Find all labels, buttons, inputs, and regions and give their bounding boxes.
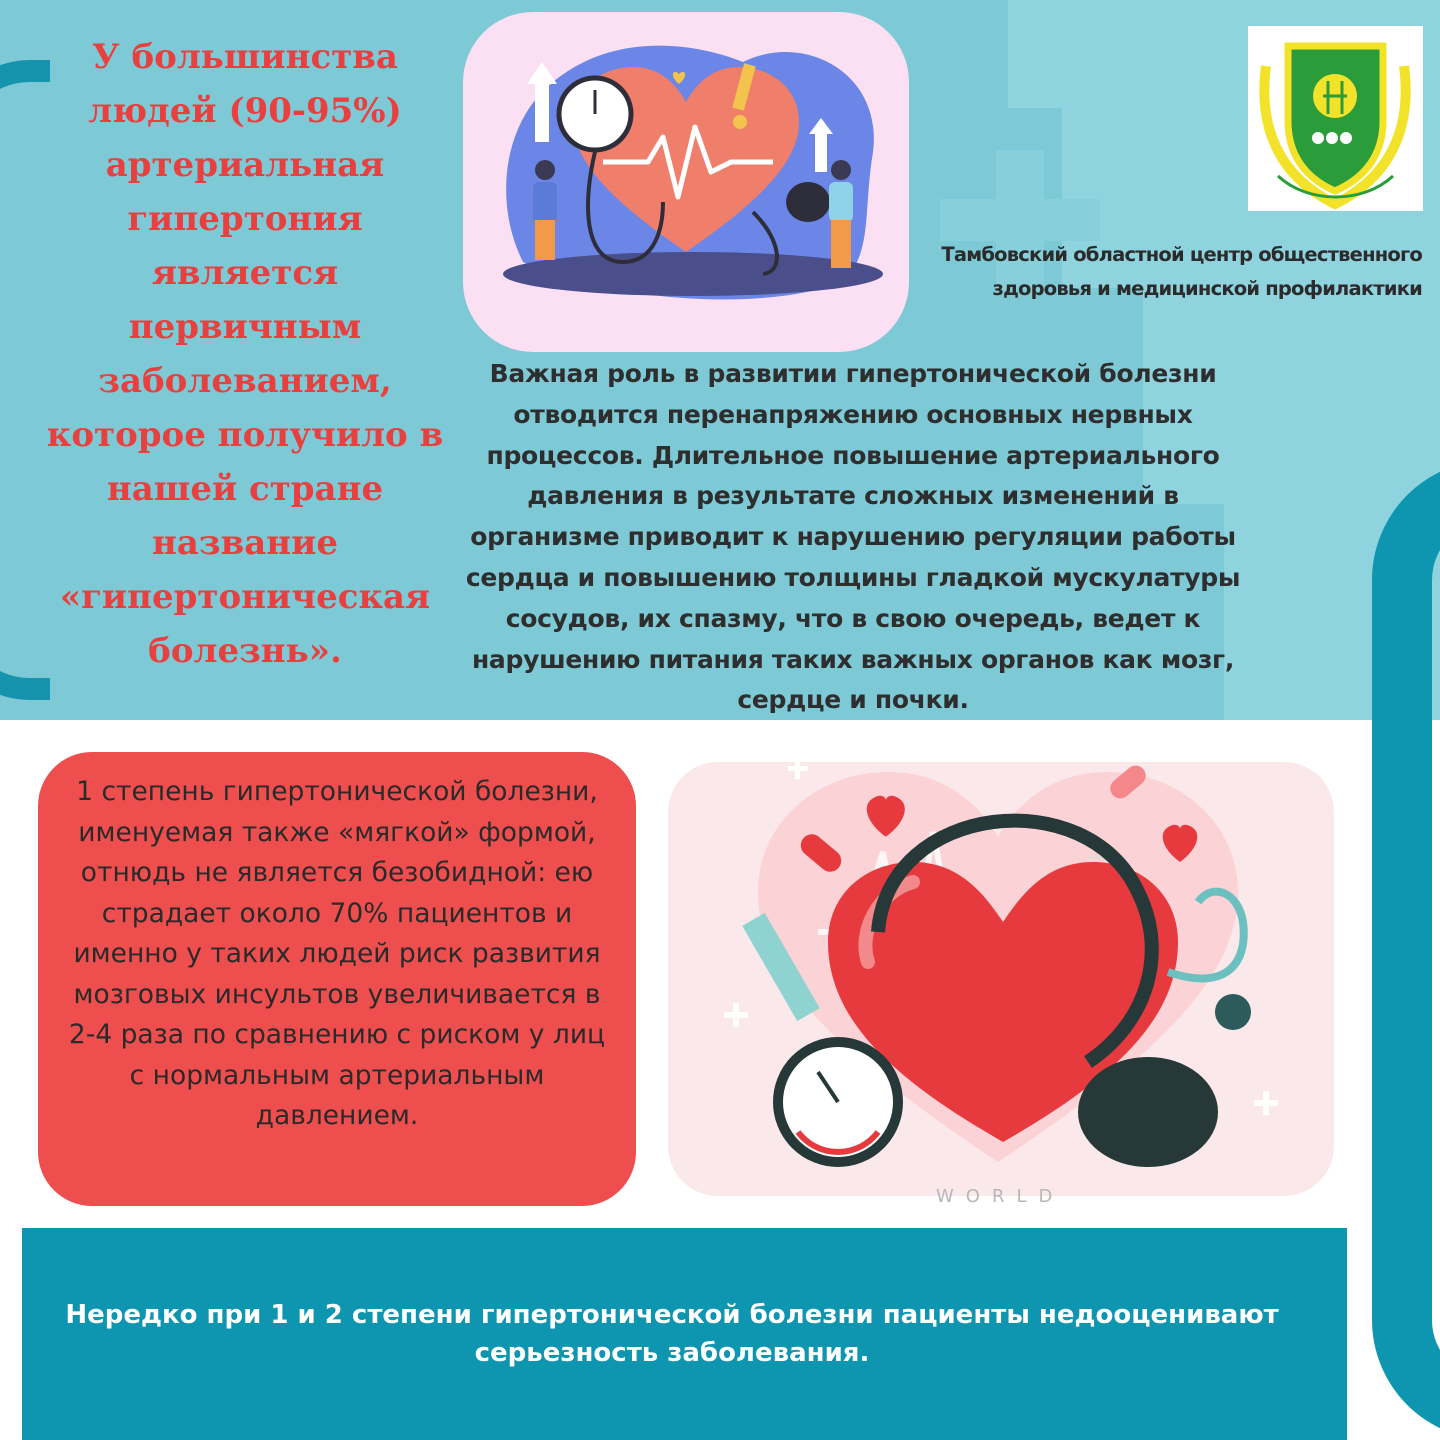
- organization-name-line2: здоровья и медицинской профилактики: [992, 277, 1422, 300]
- arrow-up-icon: [535, 82, 549, 142]
- stethoscope-chestpiece-icon: [1215, 994, 1251, 1030]
- pump-bulb-icon: [1078, 1057, 1218, 1167]
- footer-text: Нередко при 1 и 2 степени гипертонической болезни пациенты недооценивают серьезность заболевания.: [65, 1300, 1279, 1368]
- floor-shadow: [503, 252, 883, 296]
- doctor-figure: [535, 160, 555, 180]
- main-paragraph: Важная роль в развитии гипертонической болезни отводится перенапряжению основных нервных процессов. Длительное повышение артериального давления в результате сложных изменений в организме приводит к нарушению регуляции работы сердца и повышению толщины гладкой мускулатуры сосудов, их спазму, что в свою очередь, ведет к нарушению питания таких важных органов как мозг, сердце и почки.: [465, 359, 1241, 715]
- shield-icon: [1288, 46, 1383, 191]
- heart-stethoscope-illustration: [668, 762, 1334, 1196]
- organization-name-line1: Тамбовский областной центр общественного: [941, 243, 1422, 266]
- nurse-figure: [831, 160, 851, 180]
- grade1-text: 1 степень гипертонической болезни, именуемая также «мягкой» формой, отнюдь не является безобидной: ею страдает около 70% пациентов и именно у таких людей риск развития мозговых инсультов увеличивается в 2-4 раза по сравнению с риском у лиц с нормальным артериальным давлением.: [68, 776, 606, 1131]
- organization-name: [920, 238, 1422, 306]
- pump-bulb-icon: [786, 182, 830, 222]
- decorative-bracket-right: [1372, 460, 1440, 1440]
- intro-headline: У большинства людей (90-95%) артериальная гипертония является первичным заболеванием, которое получило в нашей стране название «гипертоническая болезнь».: [46, 37, 444, 671]
- organization-logo: [1248, 26, 1423, 211]
- illustration-caption: WORLD: [936, 1186, 1065, 1207]
- blood-pressure-heart-illustration: [463, 12, 909, 352]
